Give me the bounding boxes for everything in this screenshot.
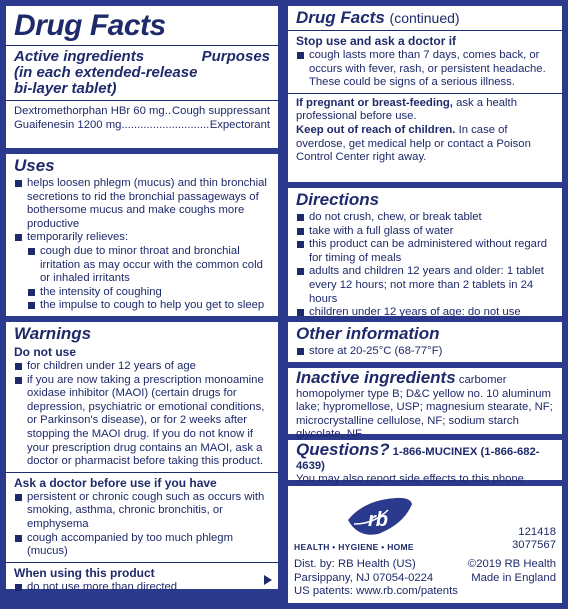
list-item: temporarily relieves: (14, 231, 270, 245)
children-warning (296, 124, 554, 165)
ask-doctor-list (14, 491, 270, 559)
ingredient-name: Guaifenesin 1200 mg (14, 119, 122, 131)
questions-phone: 1-866-MUCINEX (1-866-682-4639) (296, 446, 540, 472)
code-1: 121418 (518, 526, 556, 538)
code-2: 3077567 (512, 539, 556, 551)
when-using-label: When using this product (14, 565, 155, 580)
divider (6, 100, 278, 101)
uses-panel (6, 154, 278, 316)
list-item: do not use more than directed (14, 581, 270, 595)
ingredient-name: Dextromethorphan HBr 60 mg (14, 105, 165, 117)
warnings-panel (6, 322, 278, 593)
page-title: Drug Facts (14, 9, 166, 42)
list-item: the intensity of coughing (14, 286, 270, 300)
leader-dots (121, 118, 209, 132)
ingredient-row (14, 104, 270, 118)
logo-text: rb (368, 509, 388, 531)
stop-use-label: Stop use and ask a doctor if (296, 34, 457, 48)
continued-title-main: Drug Facts (296, 8, 385, 27)
copyright: ©2019 RB Health (467, 558, 556, 570)
tagline: HEALTH • HYGIENE • HOME (294, 542, 414, 552)
pregnancy-warning (296, 97, 554, 124)
inactive-ingredients (296, 368, 554, 442)
continued-title-suffix: (continued) (389, 10, 460, 26)
ingredient-purpose: Expectorant (209, 119, 270, 131)
list-item: if you are now taking a prescription monoamine oxidase inhibitor (MAOI) (certain drugs for depression, psychiatric or emotional conditions, or Parkinson's disease), or for 2 weeks after stopping the MAOI drug. If you do not know if your prescription drug contains an MAOI, ask a doctor or pharmacist before taking this product. (14, 374, 270, 469)
list-item: helps loosen phlegm (mucus) and thin bronchial secretions to rid the bronchial passageways of bothersome mucus and make coughs more productive (14, 177, 270, 231)
footer-text (294, 558, 556, 599)
directions-list (296, 211, 554, 320)
heading-line2: (in each extended-release (14, 64, 198, 81)
warnings-title: Warnings (14, 324, 92, 343)
list-item: adults and children 12 years and older: 1 tablet every 12 hours; not more than 2 tablets in 24 hours (296, 265, 554, 306)
distributor: Dist. by: RB Health (US) (294, 558, 416, 570)
active-ingredients-heading-line2 (14, 65, 270, 81)
continue-arrow-icon (264, 575, 272, 585)
list-item: for children under 12 years of age (14, 360, 270, 374)
inactive-ingredients-panel (288, 368, 562, 441)
uses-title: Uses (14, 156, 55, 175)
stop-use-list (296, 49, 554, 90)
do-not-use-label: Do not use (14, 345, 76, 359)
footer-panel (288, 486, 562, 603)
list-item: cough due to minor throat and bronchial irritation as may occur with the common cold or inhaled irritants (14, 245, 270, 286)
inactive-ingredients-title: Inactive ingredients (296, 368, 456, 387)
questions-note: You may also report side effects to this phone (296, 473, 524, 486)
children-bold: Keep out of reach of children. (296, 123, 456, 136)
list-item: this product can be administered without regard for timing of meals (296, 238, 554, 265)
leader-dots (165, 104, 172, 118)
active-ingredients-panel (6, 6, 278, 148)
divider (288, 93, 562, 94)
other-information-list (296, 345, 554, 359)
active-ingredients-heading: Active ingredients (14, 48, 145, 65)
ingredient-purpose: Cough suppressant (172, 105, 270, 117)
divider (6, 472, 278, 473)
directions-title: Directions (296, 190, 380, 209)
children-text: In case of overdose, get medical help or contact a Poison Control Center right away. (296, 123, 531, 164)
rb-logo-icon (344, 494, 414, 538)
directions-panel (288, 188, 562, 319)
list-item: persistent or chronic cough such as occurs with smoking, asthma, chronic bronchitis, or emphysema (14, 491, 270, 532)
inactive-ingredients-text: carbomer homopolymer type B; D&C yellow no. 10 aluminum lake; hypromellose, USP; magnesium stearate, NF; microcrystalline cellulose, NF; sodium starch glycolate, NF (296, 374, 553, 441)
ask-doctor-label: Ask a doctor before use if you have (14, 475, 217, 490)
list-item: store at 20-25°C (68-77°F) (296, 345, 554, 359)
list-item: cough accompanied by too much phlegm (mucus) (14, 532, 270, 559)
ingredient-row (14, 118, 270, 132)
when-using-list (14, 581, 270, 595)
footer-row (294, 558, 556, 572)
purposes-heading: Purposes (201, 48, 270, 65)
address: Parsippany, NJ 07054-0224 (294, 571, 434, 584)
list-item: do not crush, chew, or break tablet (296, 211, 554, 225)
divider (6, 562, 278, 563)
list-item: the impulse to cough to help you get to sleep (14, 299, 270, 313)
footer-row (294, 572, 556, 586)
list-item: cough lasts more than 7 days, comes back, or occurs with fever, rash, or persistent headache. These could be signs of a serious illness. (296, 49, 554, 90)
questions-panel (288, 440, 562, 486)
active-ingredients-header (14, 49, 270, 65)
pregnancy-text: ask a health professional before use. (296, 96, 517, 123)
product-codes (512, 526, 556, 552)
pregnancy-bold: If pregnant or breast-feeding, (296, 96, 453, 109)
continued-title (296, 9, 554, 27)
patents: US patents: www.rb.com/patents (294, 585, 458, 597)
other-information-title: Other information (296, 324, 440, 343)
list-item: take with a full glass of water (296, 225, 554, 239)
do-not-use-list (14, 360, 270, 469)
made-in: Made in England (471, 571, 556, 584)
uses-list (14, 177, 270, 313)
questions-title: Questions? (296, 440, 390, 459)
active-ingredients-heading-line3 (14, 81, 270, 97)
divider (6, 45, 278, 46)
divider (288, 30, 562, 31)
heading-line3: bi-layer tablet) (14, 80, 117, 97)
list-item: children under 12 years of age: do not use (296, 306, 554, 320)
questions-line (296, 440, 554, 473)
continued-panel (288, 6, 562, 182)
other-information-panel (288, 322, 562, 362)
